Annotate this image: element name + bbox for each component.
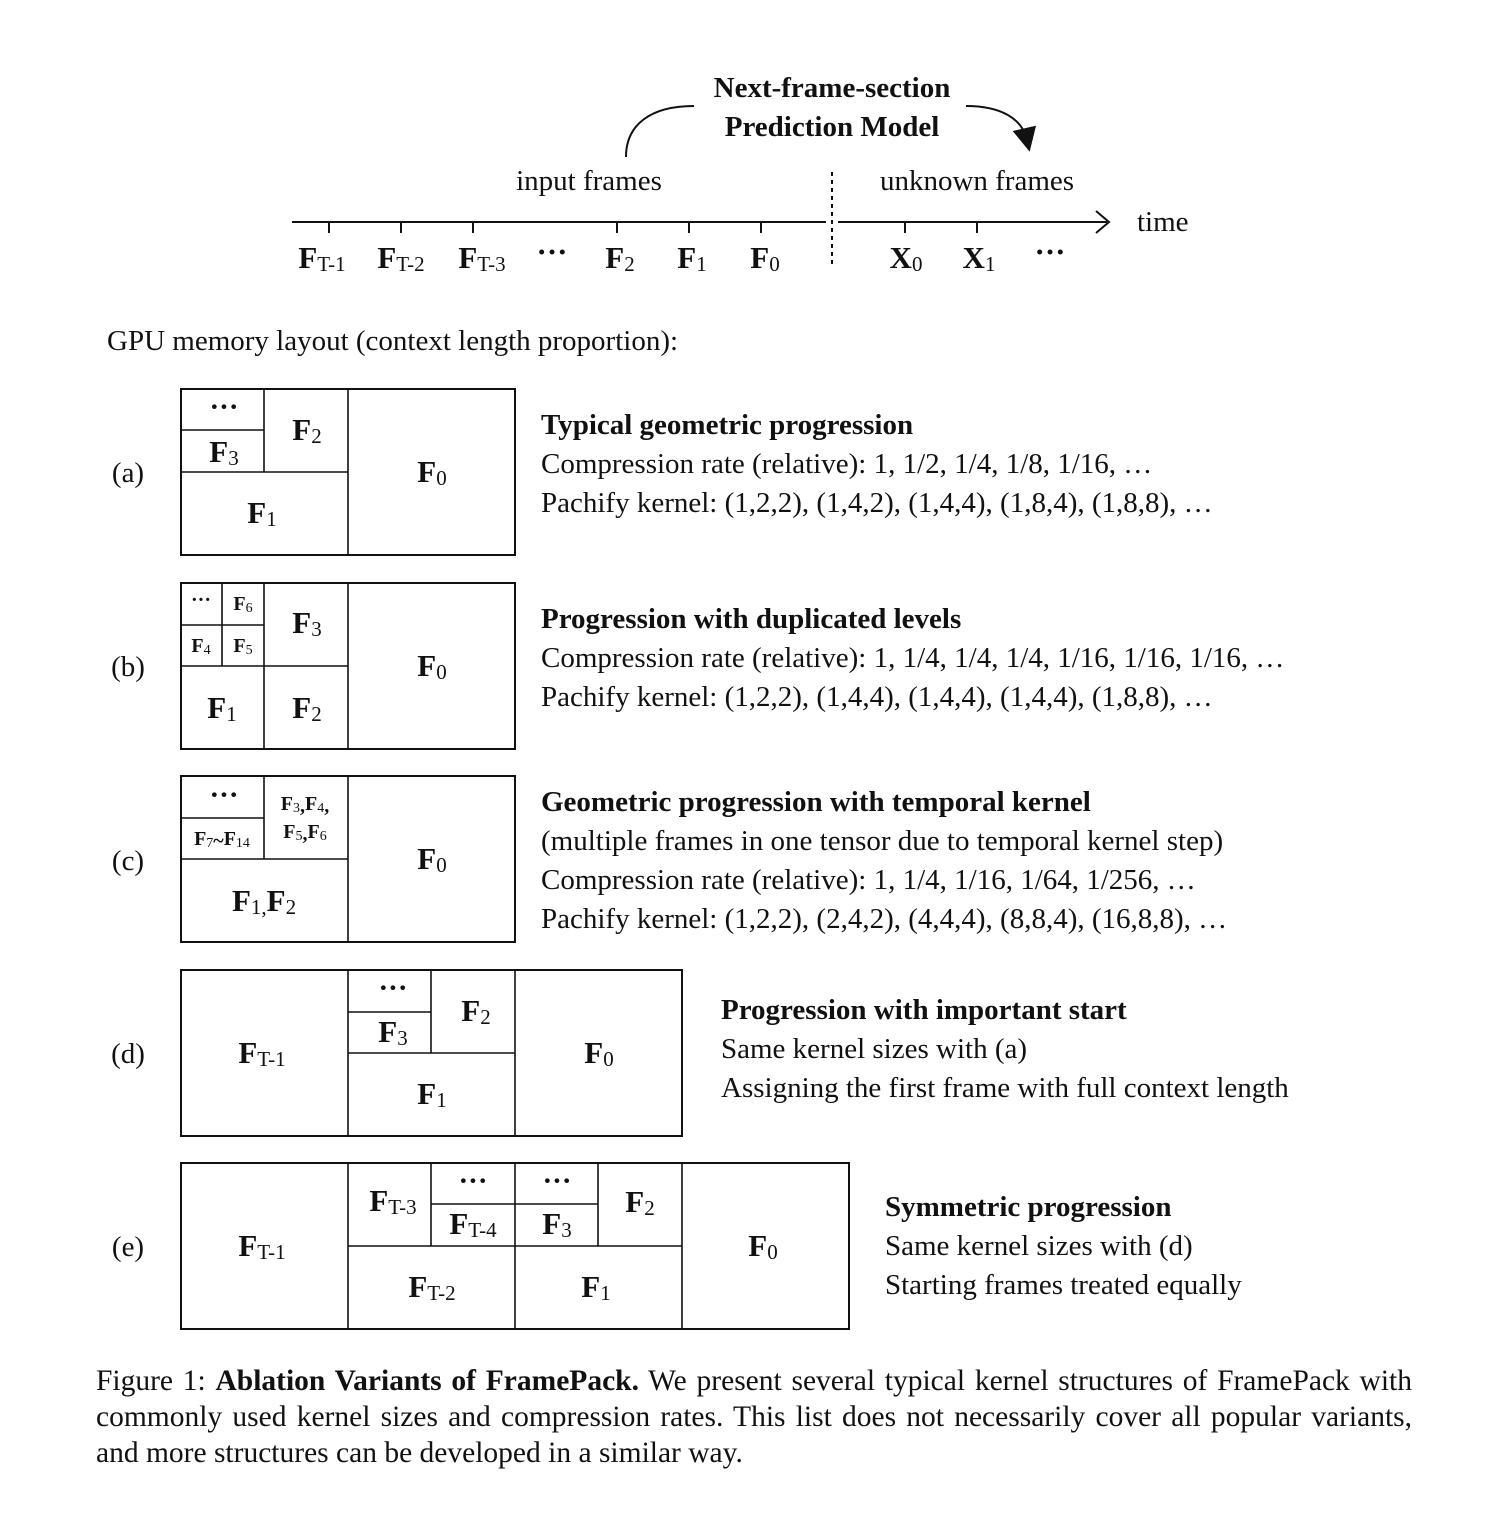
layout-heading: GPU memory layout (context length proportion): (107, 325, 679, 357)
variant-title: Geometric progression with temporal kernel (541, 786, 1091, 818)
variant-d (111, 970, 1289, 1136)
cell-F3: F3 (209, 434, 239, 470)
frame-F-T-1: FT-1 (298, 240, 346, 276)
model-title-line1: Next-frame-section (713, 72, 951, 104)
variant-line: Compression rate (relative): 1, 1/4, 1/16, 1/64, 1/256, … (541, 864, 1196, 896)
variant-b (111, 583, 1284, 749)
cell-F-T-2: FT-2 (408, 1269, 456, 1305)
cell-F-T-3: FT-3 (369, 1183, 417, 1219)
caption-text: We present several typical kernel structures of FramePack with commonly used kernel sizes and compression rates. This list does not necessarily cover all popular variants, and more structures can be developed in a similar way. (96, 1365, 1412, 1469)
cell-ellipsis: ··· (458, 1165, 488, 1197)
variant-c (112, 776, 1227, 942)
cell-F2: F2 (292, 412, 322, 448)
frame-F-T-2: FT-2 (377, 240, 425, 276)
variant-title: Symmetric progression (885, 1191, 1172, 1223)
cell-F-T-1: FT-1 (238, 1228, 286, 1264)
variant-id: (c) (111, 845, 145, 877)
cell-F2: F2 (625, 1184, 655, 1220)
caption-title: Ablation Variants of FramePack. (215, 1365, 639, 1397)
variant-line: (multiple frames in one tensor due to temporal kernel step) (541, 825, 1224, 857)
timeline (292, 72, 1189, 276)
variant-line: Pachify kernel: (1,2,2), (1,4,4), (1,4,4), (1,4,4), (1,8,8), … (541, 681, 1213, 713)
cell-F0: F0 (417, 841, 447, 877)
cell-F3-F4: F3,F4, (280, 793, 330, 817)
model-title-line2: Prediction Model (724, 111, 940, 143)
cell-F-T-4: FT-4 (449, 1206, 497, 1242)
variant-title: Progression with important start (721, 994, 1127, 1026)
axis-ticks (329, 222, 977, 233)
variant-line: Pachify kernel: (1,2,2), (2,4,2), (4,4,4), (8,8,4), (16,8,8), … (541, 903, 1228, 935)
cell-F0: F0 (417, 648, 447, 684)
cell-F3: F3 (378, 1014, 408, 1050)
variant-id: (d) (111, 1038, 145, 1070)
variant-title: Progression with duplicated levels (541, 603, 962, 635)
cell-F4: F4 (191, 635, 211, 658)
frame-X-1: X1 (962, 240, 996, 276)
unknown-frames-label: unknown frames (879, 165, 1075, 197)
variant-line: Compression rate (relative): 1, 1/4, 1/4, 1/4, 1/16, 1/16, 1/16, … (541, 642, 1285, 674)
variant-title: Typical geometric progression (541, 409, 914, 441)
variant-line: Compression rate (relative): 1, 1/2, 1/4, 1/8, 1/16, … (541, 448, 1153, 480)
cell-F1: F1 (417, 1076, 447, 1112)
cell-F0: F0 (748, 1228, 778, 1264)
frame-ellipsis: ··· (536, 234, 568, 269)
cell-ellipsis: ··· (542, 1165, 572, 1197)
model-output-curve-arrow (966, 106, 1027, 140)
cell-F1-F2: F1,F2 (231, 883, 297, 919)
variant-id: (e) (111, 1231, 145, 1263)
cell-F2: F2 (292, 690, 322, 726)
time-axis-label: time (1137, 206, 1189, 238)
cell-F0: F0 (417, 454, 447, 490)
cell-F3: F3 (542, 1206, 572, 1242)
model-input-curve (626, 106, 694, 157)
cell-ellipsis: ··· (209, 779, 239, 811)
unknown-ellipsis: ··· (1034, 234, 1066, 269)
variant-id: (a) (111, 457, 145, 489)
variant-line: Pachify kernel: (1,2,2), (1,4,2), (1,4,4), (1,8,4), (1,8,8), … (541, 487, 1213, 519)
variant-line: Same kernel sizes with (d) (885, 1230, 1193, 1262)
cell-F7-F14: F7~F14 (194, 828, 250, 852)
cell-ellipsis: ··· (378, 972, 408, 1004)
cell-F5: F5 (233, 635, 253, 658)
cell-F2: F2 (461, 993, 491, 1029)
frame-F-0: F0 (750, 240, 780, 276)
cell-F1: F1 (581, 1269, 611, 1305)
variant-e (112, 1163, 1242, 1329)
cell-F1: F1 (207, 690, 237, 726)
cell-F6: F6 (233, 593, 253, 616)
variant-line: Starting frames treated equally (885, 1269, 1242, 1301)
cell-F-T-1: FT-1 (238, 1035, 286, 1071)
variant-line: Assigning the first frame with full context length (721, 1072, 1289, 1104)
input-frames-label: input frames (516, 165, 662, 197)
cell-ellipsis: ··· (190, 589, 212, 611)
frame-X-0: X0 (889, 240, 923, 276)
cell-F3: F3 (292, 605, 322, 641)
caption-prefix: Figure 1: (96, 1365, 216, 1397)
variant-a (112, 389, 1213, 555)
cell-F5-F6: F5,F6 (283, 821, 327, 845)
figure-caption (96, 1363, 1412, 1471)
frame-F-2: F2 (605, 240, 635, 276)
cell-F1: F1 (247, 495, 277, 531)
variant-line: Same kernel sizes with (a) (721, 1033, 1028, 1065)
variant-id: (b) (111, 651, 145, 683)
cell-F0: F0 (584, 1035, 614, 1071)
frame-F-1: F1 (677, 240, 707, 276)
cell-ellipsis: ··· (209, 391, 239, 423)
frame-F-T-3: FT-3 (458, 240, 506, 276)
